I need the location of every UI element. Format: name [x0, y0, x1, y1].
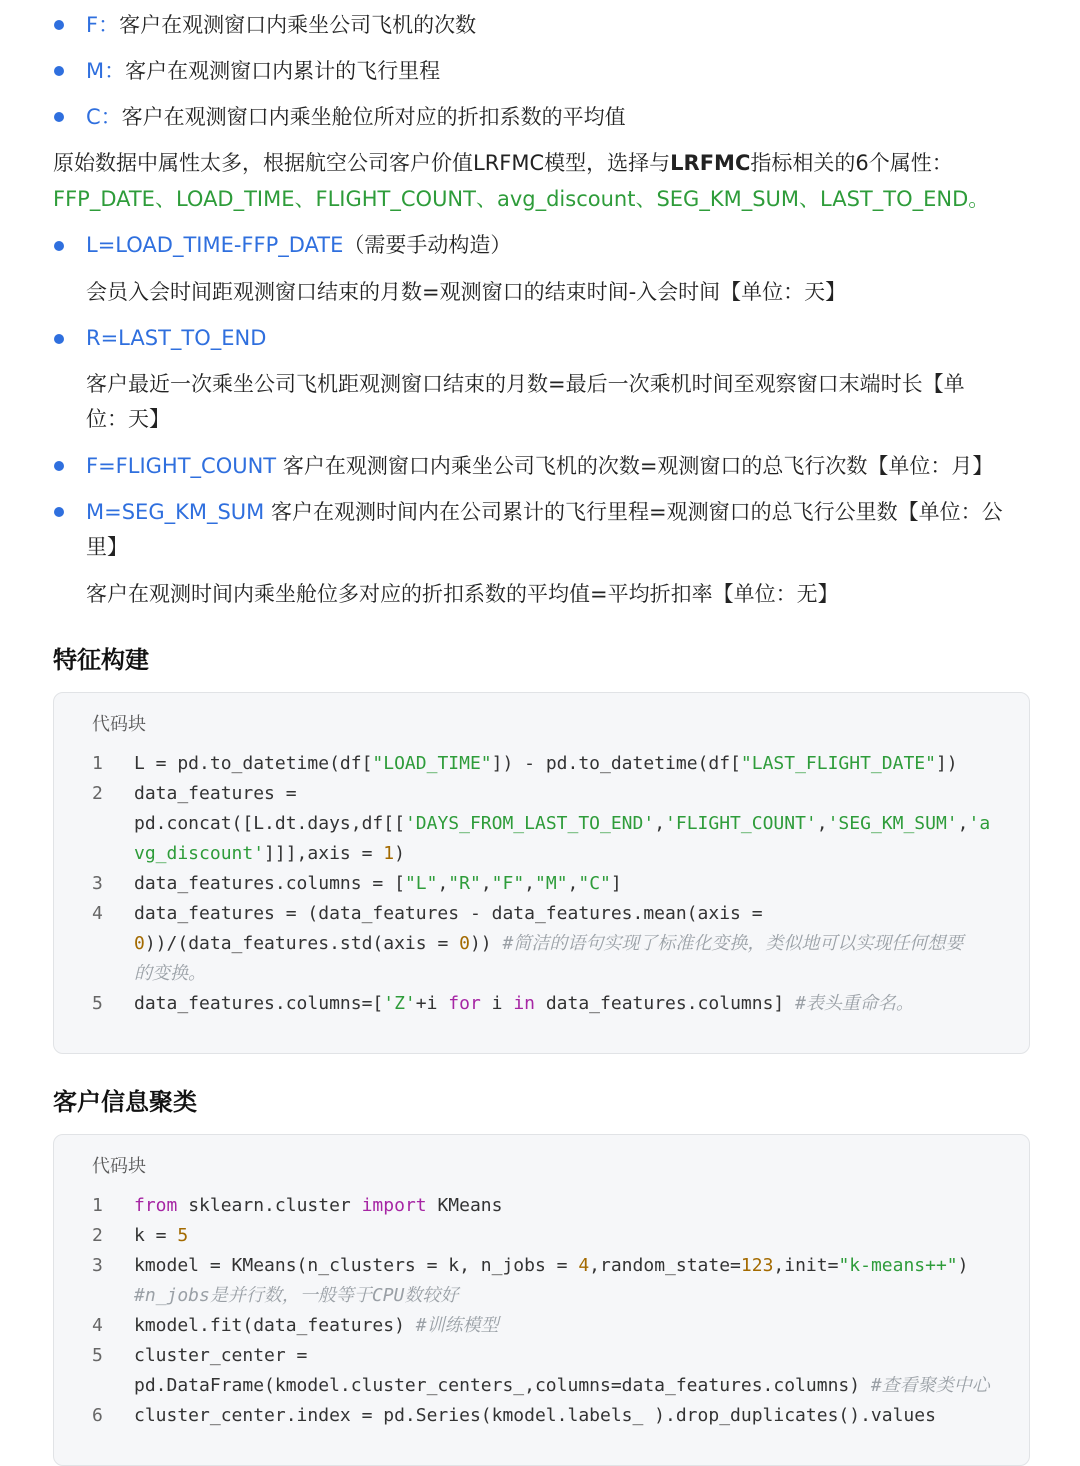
code-line-wrap: #n_jobs是并行数，一般等于CPU数较好	[134, 1285, 459, 1306]
code-line: cluster_center =	[134, 1345, 308, 1366]
para-text: 原始数据中属性太多，根据航空公司客户价值LRFMC模型，选择与	[53, 151, 671, 175]
bullet-text: 客户在观测窗口内累计的飞行里程	[125, 59, 441, 83]
code-line-wrap: pd.concat([L.dt.days,df[['DAYS_FROM_LAST_TO_END','FLIGHT_COUNT','SEG_KM_SUM','a	[134, 813, 991, 834]
feature-item-R: R=LAST_TO_END	[86, 326, 267, 350]
code-block-label: 代码块	[92, 714, 146, 735]
feature-desc: 里】	[86, 535, 128, 559]
bullet-dot	[54, 507, 64, 517]
bullet-label: M：	[86, 59, 126, 83]
section-heading: 客户信息聚类	[53, 1088, 197, 1116]
feature-label: L=LOAD_TIME-FFP_DATE	[86, 233, 344, 257]
code-line: data_features = (data_features - data_features.mean(axis =	[134, 903, 763, 924]
code-block-label: 代码块	[92, 1156, 146, 1177]
code-line: kmodel.fit(data_features) #训练模型	[134, 1315, 499, 1336]
bullet-item	[86, 56, 440, 86]
bullet-dot	[54, 334, 64, 344]
feature-desc: 位：天】	[86, 407, 170, 431]
para-bold: LRFMC	[670, 151, 751, 175]
feature-item-M	[86, 497, 1003, 527]
code-line-wrap: 0))/(data_features.std(axis = 0)) #简洁的语句实现了标准化变换，类似地可以实现任何想要	[134, 933, 964, 954]
line-number: 4	[92, 903, 103, 924]
code-line: cluster_center.index = pd.Series(kmodel.labels_ ).drop_duplicates().values	[134, 1405, 936, 1426]
code-block	[53, 1134, 1030, 1466]
code-line: from sklearn.cluster import KMeans	[134, 1195, 503, 1216]
code-block	[53, 692, 1030, 1054]
bullet-label: C：	[86, 105, 122, 129]
code-line: kmodel = KMeans(n_clusters = k, n_jobs = 4,random_state=123,init="k-means++")	[134, 1255, 969, 1276]
line-number: 2	[92, 1225, 103, 1246]
line-number: 4	[92, 1315, 103, 1336]
code-line: data_features.columns=['Z'+i for i in data_features.columns] #表头重命名。	[134, 993, 914, 1014]
feature-desc: 会员入会时间距观测窗口结束的月数=观测窗口的结束时间-入会时间【单位：天】	[86, 280, 847, 304]
feature-suffix: （需要手动构造）	[343, 233, 512, 257]
bullet-dot	[54, 461, 64, 471]
line-number: 3	[92, 873, 103, 894]
feature-suffix: 客户在观测时间内在公司累计的飞行里程=观测窗口的总飞行公里数【单位：公	[264, 500, 1003, 524]
line-number: 2	[92, 783, 103, 804]
code-line: L = pd.to_datetime(df["LOAD_TIME"]) - pd.to_datetime(df["LAST_FLIGHT_DATE"])	[134, 753, 958, 774]
c-description: 客户在观测时间内乘坐舱位多对应的折扣系数的平均值=平均折扣率【单位：无】	[86, 582, 839, 606]
bullet-dot	[54, 241, 64, 251]
line-number: 5	[92, 1345, 103, 1366]
code-line: data_features =	[134, 783, 297, 804]
paragraph	[53, 148, 953, 178]
line-number: 3	[92, 1255, 103, 1276]
code-line-wrap: 的变换。	[134, 963, 206, 984]
line-number: 6	[92, 1405, 103, 1426]
line-number: 1	[92, 753, 103, 774]
feature-label: M=SEG_KM_SUM	[86, 500, 265, 524]
bullet-item	[86, 102, 626, 132]
code-line: k = 5	[134, 1225, 189, 1246]
feature-item-L	[86, 230, 511, 260]
bullet-item	[86, 10, 476, 40]
code-line: data_features.columns = ["L","R","F","M","C"]	[134, 873, 622, 894]
line-number: 1	[92, 1195, 103, 1216]
line-number: 5	[92, 993, 103, 1014]
bullet-label: F：	[86, 13, 120, 37]
section-heading: 特征构建	[53, 646, 149, 674]
code-line-wrap: pd.DataFrame(kmodel.cluster_centers_,columns=data_features.columns) #查看聚类中心	[134, 1375, 990, 1396]
bullet-dot	[54, 66, 64, 76]
feature-suffix: 客户在观测窗口内乘坐公司飞机的次数=观测窗口的总飞行次数【单位：月】	[276, 454, 994, 478]
para-text-2: 指标相关的6个属性：	[750, 151, 953, 175]
feature-desc: 客户最近一次乘坐公司飞机距观测窗口结束的月数=最后一次乘机时间至观察窗口末端时长【单	[86, 372, 965, 396]
bullet-dot	[54, 20, 64, 30]
feature-item-F	[86, 451, 993, 481]
bullet-text: 客户在观测窗口内乘坐舱位所对应的折扣系数的平均值	[121, 105, 626, 129]
bullet-dot	[54, 112, 64, 122]
feature-label: F=FLIGHT_COUNT	[86, 454, 277, 478]
field-list: FFP_DATE、LOAD_TIME、FLIGHT_COUNT、avg_discount、SEG_KM_SUM、LAST_TO_END。	[53, 187, 990, 211]
code-line-wrap: vg_discount']]],axis = 1)	[134, 843, 405, 864]
bullet-text: 客户在观测窗口内乘坐公司飞机的次数	[119, 13, 477, 37]
